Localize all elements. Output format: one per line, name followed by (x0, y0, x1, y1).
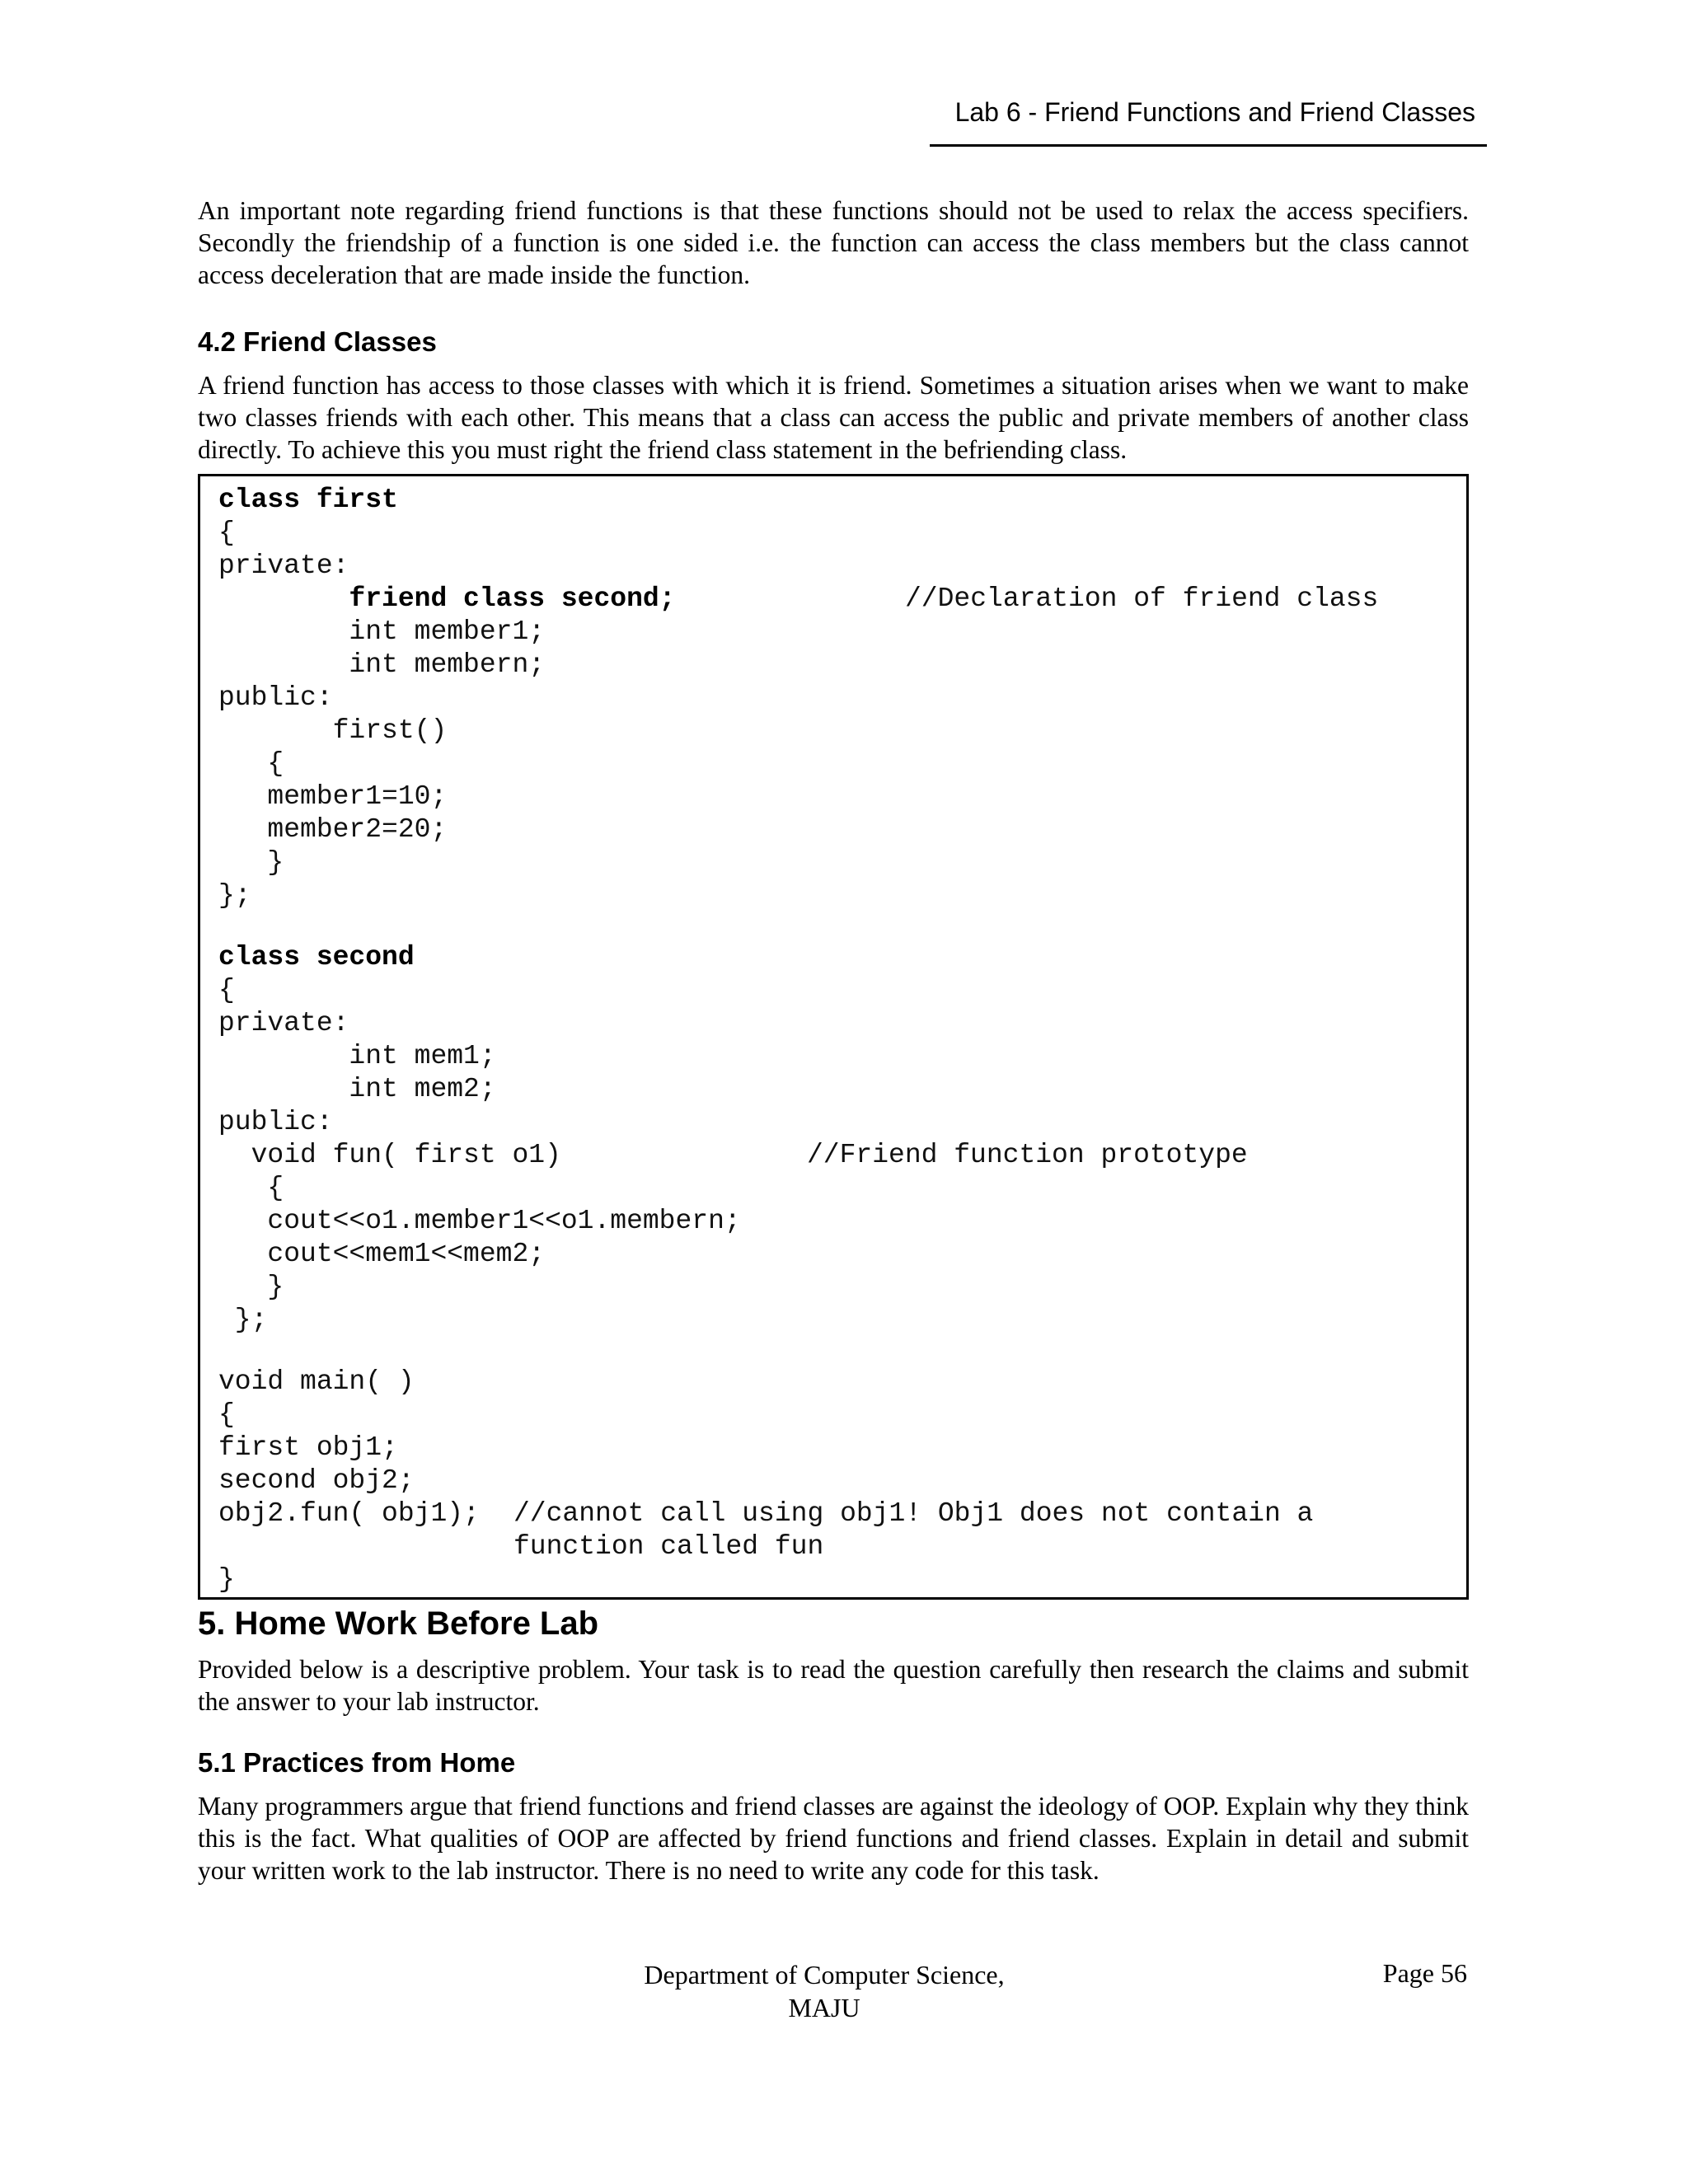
code-comment: function called fun (513, 1531, 824, 1562)
code-line: member1=10; (218, 781, 448, 812)
code-line: obj2.fun( obj1); (218, 1498, 480, 1529)
header-title: Lab 6 - Friend Functions and Friend Classes (954, 97, 1475, 127)
page-header (930, 97, 1487, 147)
footer-page-number: Page 56 (1382, 1958, 1467, 1988)
code-block (198, 474, 1469, 1600)
code-line: first() (218, 715, 448, 746)
code-comment: //Friend function prototype (807, 1140, 1248, 1170)
code-comment: //Declaration of friend class (905, 583, 1379, 614)
code-line: class second (218, 942, 415, 972)
code-line: } (218, 1272, 284, 1302)
code-line: } (218, 1564, 235, 1595)
code-line: friend class second; (218, 583, 676, 614)
code-line: int member1; (218, 616, 546, 647)
code-line: { (218, 1399, 235, 1430)
homework-paragraph: Provided below is a descriptive problem. Your task is to read the question carefully then research the claims and submit the answer to your lab instructor. (198, 1655, 1469, 1716)
section-heading-homework: 5. Home Work Before Lab (198, 1605, 599, 1642)
code-line: int mem2; (218, 1074, 496, 1104)
code-line: cout<<o1.member1<<o1.membern; (218, 1206, 741, 1236)
code-line: cout<<mem1<<mem2; (218, 1239, 546, 1269)
footer-department-line2: MAJU (788, 1993, 860, 2022)
code-line: } (218, 847, 284, 878)
code-line: int mem1; (218, 1041, 496, 1071)
code-line: int membern; (218, 649, 546, 680)
code-line: second obj2; (218, 1465, 415, 1496)
section-heading-friend-classes: 4.2 Friend Classes (198, 326, 437, 357)
code-line: { (218, 1173, 284, 1203)
code-line: first obj1; (218, 1432, 398, 1463)
code-line: }; (218, 880, 251, 911)
footer-department (528, 1958, 1121, 2024)
code-comment: //cannot call using obj1! Obj1 does not contain a (513, 1498, 1314, 1529)
code-line: private: (218, 1008, 349, 1038)
footer-department-line1: Department of Computer Science, (644, 1960, 1005, 1990)
code-line: { (218, 518, 235, 548)
friend-classes-paragraph: A friend function has access to those classes with which it is friend. Sometimes a situation arises when we want to make two classes friends with each other. This means that a class can access the public and private members of another class directly. To achieve this you must right the friend class statement in the befriending class. (198, 371, 1469, 464)
code-line: void fun( first o1) (218, 1140, 561, 1170)
code-line: private: (218, 551, 349, 581)
code-line: { (218, 748, 284, 779)
intro-paragraph: An important note regarding friend functions is that these functions should not be used to relax the access specifiers. Secondly the friendship of a function is one sided i.e. the function can access the class members but the class cannot access deceleration that are made inside the function. (198, 196, 1469, 289)
code-line: public: (218, 1107, 333, 1137)
code-line: class first (218, 485, 398, 515)
section-heading-practices: 5.1 Practices from Home (198, 1747, 516, 1778)
code-line: void main( ) (218, 1366, 415, 1397)
code-line: public: (218, 682, 333, 713)
code-line: }; (218, 1305, 268, 1335)
practices-paragraph: Many programmers argue that friend functions and friend classes are against the ideology of OOP. Explain why they think this is the fact. What qualities of OOP are affected by friend functions and friend classes. Explain in detail and submit your written work to the lab instructor. There is no need to write any code for this task. (198, 1792, 1469, 1885)
code-line: { (218, 975, 235, 1005)
code-line: member2=20; (218, 814, 448, 845)
